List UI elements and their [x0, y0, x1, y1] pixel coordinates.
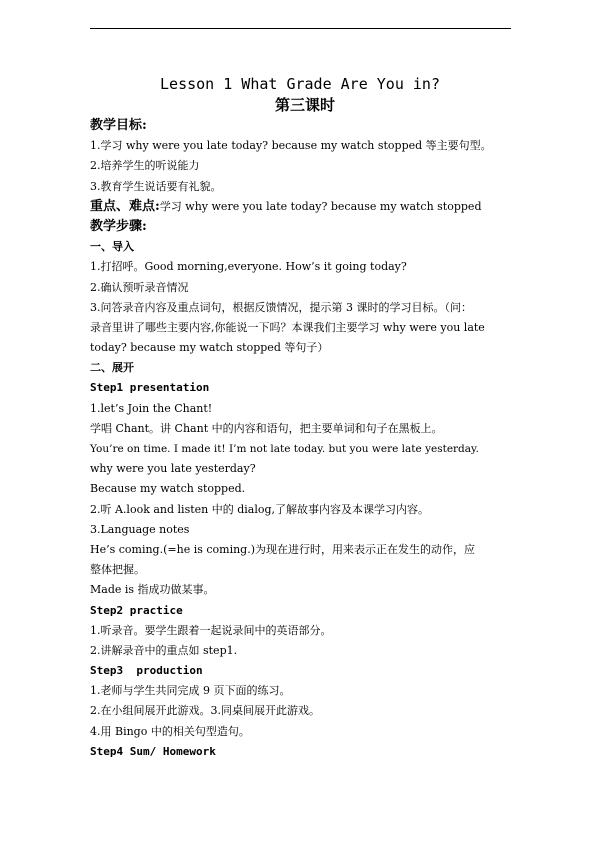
header-rule: [90, 28, 511, 29]
body-line: 2.讲解录音中的重点如 step1.: [90, 643, 238, 657]
lesson-title: Lesson 1 What Grade Are You in?: [160, 75, 440, 93]
body-line: 3.问答录音内容及重点词句，根据反馈情况，提示第 3 课时的学习目标。（问：: [90, 300, 472, 314]
key-points-text: 学习 why were you late today? because my watch stopped: [159, 199, 482, 213]
body-line: 1.听录音。要学生跟着一起说录间中的英语部分。: [90, 623, 332, 637]
body-line: Made is 指成功做某事。: [90, 583, 215, 597]
key-points-line: [90, 197, 520, 217]
body-line: 4.用 Bingo 中的相关句型造句。: [90, 724, 250, 738]
steps-heading: 教学步骤:: [90, 218, 147, 234]
body-line: 2.听 A.look and listen 中的 dialog,了解故事内容及本课学习内容。: [90, 502, 430, 516]
goals-heading: 教学目标:: [90, 118, 147, 133]
goal-line: 2.培养学生的听说能力: [90, 159, 200, 173]
body-line: 1.let’s Join the Chant!: [90, 401, 213, 415]
body-line: why were you late yesterday?: [90, 462, 256, 476]
body-line: 整体把握。: [90, 563, 145, 577]
step-heading: Step1 presentation: [90, 381, 210, 395]
body-line: 1.老师与学生共同完成 9 页下面的练习。: [90, 684, 291, 698]
goal-line: 1.学习 why were you late today? because my watch stopped 等主要句型。: [90, 139, 492, 153]
document-body: [90, 74, 520, 762]
body-line: today? because my watch stopped 等句子）: [90, 341, 329, 355]
body-line: Because my watch stopped.: [90, 482, 246, 496]
part-heading: 二、展开: [90, 361, 134, 375]
body-line: 2.确认预听录音情况: [90, 280, 189, 294]
step-heading: Step4 Sum/ Homework: [90, 744, 216, 758]
lesson-subtitle: 第三课时: [274, 96, 335, 114]
part-heading: 一、导入: [90, 240, 134, 254]
body-line: You’re on time. I made it! I’m not late today. but you were late yesterday.: [90, 443, 479, 455]
body-line: He’s coming.(=he is coming.)为现在进行时，用来表示正在发生的动作，应: [90, 542, 475, 556]
body-line: 1.打招呼。Good morning,everyone. How’s it going today?: [90, 260, 407, 274]
goal-line: 3.教育学生说话要有礼貌。: [90, 179, 222, 193]
body-line: 录音里讲了哪些主要内容,你能说一下吗？本课我们主要学习 why were you late: [90, 320, 485, 334]
body-line: 2.在小组间展开此游戏。3.同桌间展开此游戏。: [90, 704, 320, 718]
key-points-label: 重点、难点:: [90, 198, 160, 214]
body-line: 学唱 Chant。讲 Chant 中的内容和语句，把主要单词和句子在黑板上。: [90, 421, 443, 435]
body-line: 3.Language notes: [90, 522, 190, 536]
step-heading: Step2 practice: [90, 603, 183, 617]
step-heading: Step3 production: [90, 664, 203, 678]
